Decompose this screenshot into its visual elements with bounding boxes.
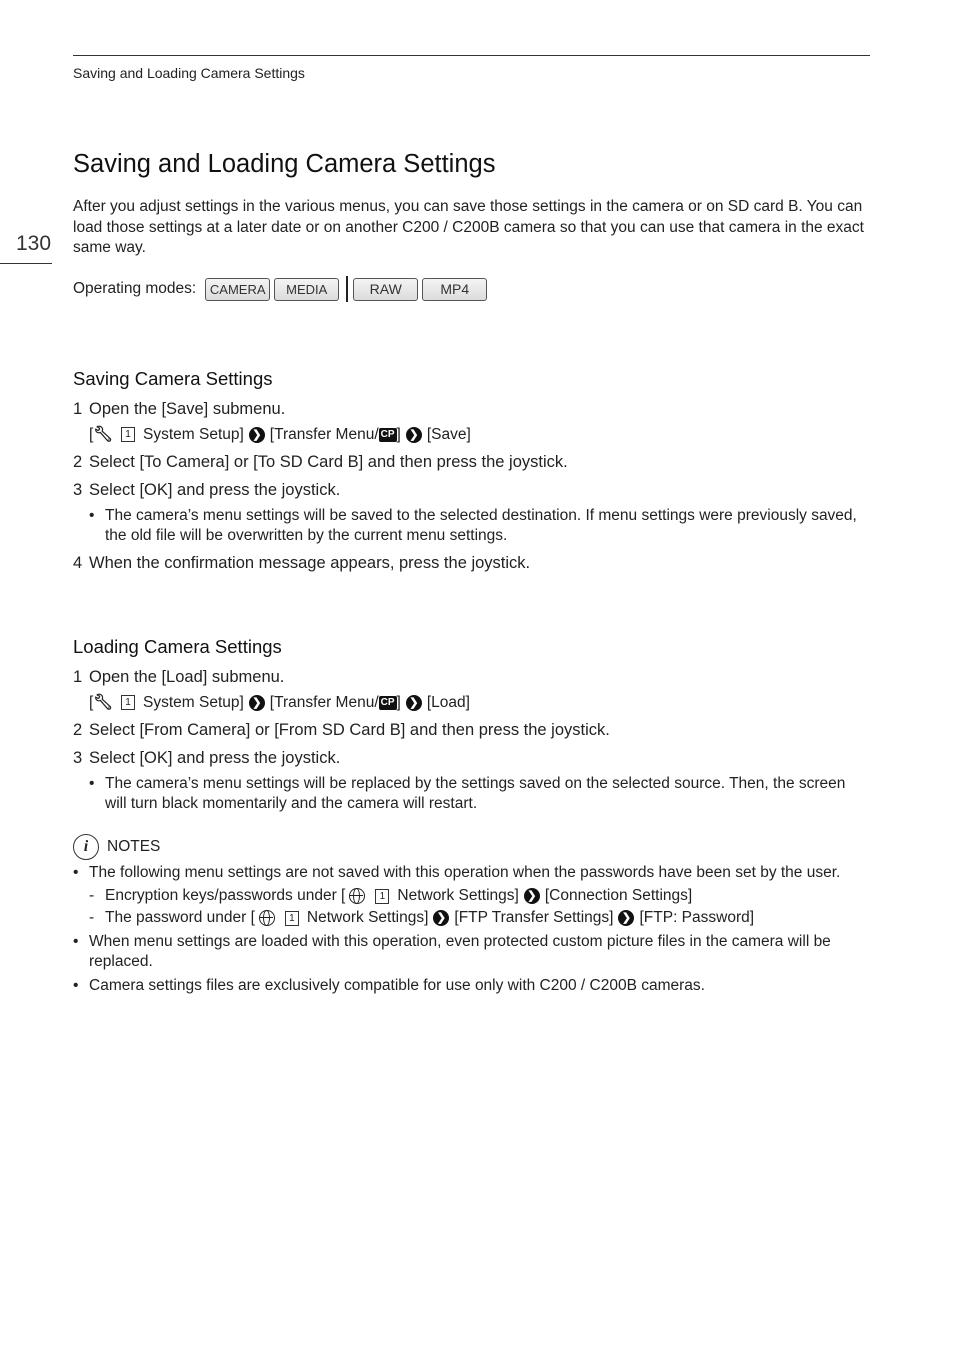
note-item-1: • The following menu settings are not saved with this operation when the passwords have been set by the user. bbox=[73, 863, 870, 883]
loading-step-1: 1 Open the [Load] submenu. bbox=[73, 668, 285, 686]
page-number-box-icon: 1 bbox=[375, 889, 389, 904]
arrow-icon: ❯ bbox=[406, 427, 422, 443]
note-sub-item-2: - The password under [ 1 Network Settings] ❯ [FTP Transfer Settings] ❯ [FTP: Password] bbox=[89, 909, 755, 926]
note-sub-item-1: - Encryption keys/passwords under [ 1 Network Settings] ❯ [Connection Settings] bbox=[89, 887, 693, 904]
loading-step-3: 3 Select [OK] and press the joystick. bbox=[73, 749, 341, 767]
page-number-box-icon: 1 bbox=[285, 911, 299, 926]
saving-step-2: 2 Select [To Camera] or [To SD Card B] and then press the joystick. bbox=[73, 453, 568, 471]
mode-media-badge: MEDIA bbox=[274, 278, 339, 301]
operating-modes-label: Operating modes: bbox=[73, 280, 197, 297]
arrow-icon: ❯ bbox=[524, 888, 540, 904]
saving-step-1: 1 Open the [Save] submenu. bbox=[73, 400, 286, 418]
loading-menu-path: [ 🔧︎ 1 System Setup] ❯ [Transfer Menu/ CP ] ❯ [Load] bbox=[89, 693, 470, 711]
page-number-box-icon: 1 bbox=[121, 695, 135, 710]
custom-picture-icon: CP bbox=[380, 696, 395, 708]
wrench-icon: 🔧︎ bbox=[93, 426, 113, 443]
loading-step-2: 2 Select [From Camera] or [From SD Card B] and then press the joystick. bbox=[73, 721, 610, 739]
running-header: Saving and Loading Camera Settings bbox=[73, 65, 305, 81]
wrench-icon: 🔧︎ bbox=[93, 694, 113, 711]
page-number-rule bbox=[0, 263, 52, 264]
notes-header bbox=[73, 834, 160, 860]
operating-modes bbox=[73, 276, 491, 302]
arrow-icon: ❯ bbox=[433, 910, 449, 926]
page-number: 130 bbox=[16, 232, 52, 255]
globe-icon bbox=[259, 910, 275, 926]
intro-paragraph: After you adjust settings in the various menus, you can save those settings in the camera or on SD card B. You can load those settings at a later date or on another C200 / C200B camera so that you can use that camera in the exact same way. bbox=[73, 198, 864, 256]
mode-separator bbox=[346, 276, 348, 302]
saving-menu-path: [ 🔧︎ 1 System Setup] ❯ [Transfer Menu/ CP ] ❯ [Save] bbox=[89, 425, 471, 443]
info-icon: i bbox=[73, 834, 99, 860]
saving-bullet: • The camera’s menu settings will be saved to the selected destination. If menu settings were previously saved, the old file will be overwritten by the current menu settings. bbox=[89, 506, 870, 546]
saving-step-4: 4 When the confirmation message appears, press the joystick. bbox=[73, 554, 531, 572]
page-title: Saving and Loading Camera Settings bbox=[73, 150, 496, 178]
header-rule bbox=[73, 55, 870, 56]
arrow-icon: ❯ bbox=[249, 695, 265, 711]
page-number-box-icon: 1 bbox=[121, 427, 135, 442]
saving-heading: Saving Camera Settings bbox=[73, 368, 273, 389]
loading-heading: Loading Camera Settings bbox=[73, 636, 282, 657]
notes-label: NOTES bbox=[107, 838, 161, 855]
mode-mp4-badge: MP4 bbox=[422, 278, 487, 301]
arrow-icon: ❯ bbox=[618, 910, 634, 926]
note-item-3: • Camera settings files are exclusively compatible for use only with C200 / C200B cameras. bbox=[73, 976, 870, 996]
mode-camera-badge: CAMERA bbox=[205, 278, 270, 301]
loading-bullet: • The camera’s menu settings will be replaced by the settings saved on the selected source. Then, the screen will turn black momentarily and the camera will restart. bbox=[89, 774, 870, 814]
globe-icon bbox=[349, 888, 365, 904]
mode-raw-badge: RAW bbox=[353, 278, 418, 301]
saving-step-3: 3 Select [OK] and press the joystick. bbox=[73, 481, 341, 499]
custom-picture-icon: CP bbox=[380, 428, 395, 440]
note-item-2: • When menu settings are loaded with this operation, even protected custom picture files in the camera will be replaced. bbox=[73, 932, 870, 972]
arrow-icon: ❯ bbox=[406, 695, 422, 711]
arrow-icon: ❯ bbox=[249, 427, 265, 443]
